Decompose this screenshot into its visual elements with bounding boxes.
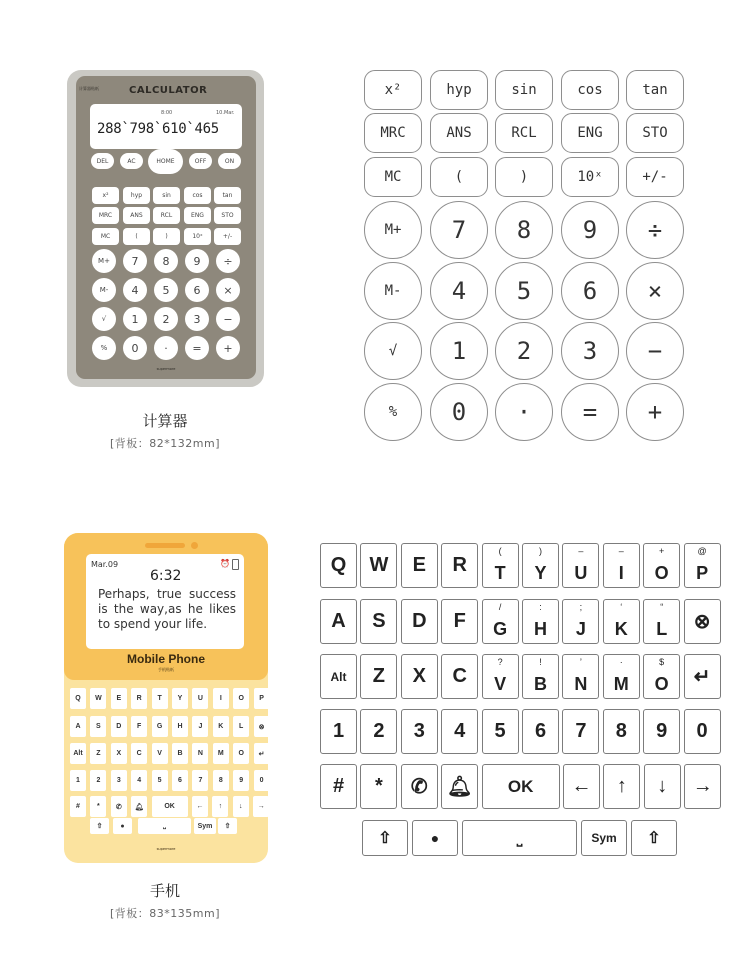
phone-key-5-0[interactable] bbox=[362, 820, 408, 856]
calc-key-2-1[interactable]: ( bbox=[430, 157, 488, 197]
phone-key-4-6[interactable] bbox=[603, 764, 640, 809]
phone-key-label: OK bbox=[507, 776, 534, 796]
calc-round-key-2-2[interactable]: 2 bbox=[495, 322, 553, 380]
phone-mini-key-0-9[interactable]: P bbox=[254, 688, 270, 709]
phone-key-label: ⊗ bbox=[693, 611, 711, 633]
phone-key-label: ← bbox=[571, 775, 592, 797]
phone-mini-key-2-1[interactable]: Z bbox=[90, 743, 106, 764]
phone-key-2-6[interactable] bbox=[562, 654, 599, 699]
calc-mini-key-2-1[interactable]: 1 bbox=[123, 307, 147, 331]
calc-round-key-3-1[interactable]: 0 bbox=[430, 383, 488, 441]
phone-key-0-6[interactable] bbox=[562, 543, 599, 588]
bell-icon: 🔔︎ bbox=[446, 776, 473, 798]
calc-mini-key-3-4[interactable]: + bbox=[216, 336, 240, 360]
phone-mini-key-3-0[interactable]: 1 bbox=[70, 770, 86, 791]
phone-key-0-8[interactable] bbox=[643, 543, 680, 588]
calc-key-1-4[interactable]: STO bbox=[626, 113, 684, 153]
phone-key-secondary: ; bbox=[579, 602, 583, 612]
phone-key-secondary: $ bbox=[659, 657, 665, 667]
phone-key-label: 3 bbox=[413, 720, 425, 742]
phone-key-4-0[interactable] bbox=[320, 764, 357, 809]
mic-icon: ● bbox=[430, 830, 440, 846]
phone-mini-key-1-8[interactable]: L bbox=[233, 716, 249, 737]
phone-mini-key-5-4[interactable]: ⇧ bbox=[218, 818, 237, 834]
phone-key-label: O bbox=[654, 563, 669, 583]
calc-mini-key-1-4[interactable]: × bbox=[216, 278, 240, 302]
phone-key-label: F bbox=[453, 610, 466, 632]
phone-key-1-6[interactable] bbox=[562, 599, 599, 644]
phone-key-4-1[interactable] bbox=[360, 764, 397, 809]
calc-round-key-1-2[interactable]: 5 bbox=[495, 262, 553, 320]
calculator-brand-small: 计算器贴纸 bbox=[79, 86, 99, 91]
phone-key-1-0[interactable] bbox=[320, 599, 357, 644]
phone-mini-key-4-8[interactable]: → bbox=[253, 796, 269, 817]
calc-mini-key-pow10[interactable]: 10ˣ bbox=[184, 228, 211, 245]
phone-mini-key-2-5[interactable]: B bbox=[172, 743, 188, 764]
off-key[interactable]: OFF bbox=[189, 153, 212, 169]
phone-key-label: V bbox=[494, 674, 507, 694]
calc-key-0-0[interactable]: x² bbox=[364, 70, 422, 110]
phone-mini-key-1-6[interactable]: J bbox=[192, 716, 208, 737]
ac-key[interactable]: AC bbox=[120, 153, 143, 169]
phone-key-1-9[interactable] bbox=[684, 599, 721, 644]
phone-key-3-7[interactable] bbox=[603, 709, 640, 754]
calc-round-key-1-3[interactable]: 6 bbox=[561, 262, 619, 320]
battery-icon bbox=[232, 559, 239, 570]
phone-key-4-5[interactable] bbox=[563, 764, 600, 809]
calc-mini-key-sto[interactable]: STO bbox=[214, 207, 241, 224]
phone-mini-key-1-2[interactable]: D bbox=[111, 716, 127, 737]
phone-mini-key-3-5[interactable]: 6 bbox=[172, 770, 188, 791]
calc-round-key-2-0[interactable]: √ bbox=[364, 322, 422, 380]
phone-key-3-9[interactable] bbox=[684, 709, 721, 754]
phone-mini-key-0-3[interactable]: R bbox=[131, 688, 147, 709]
phone-mini-key-3-6[interactable]: 7 bbox=[192, 770, 208, 791]
calc-round-key-0-4[interactable]: ÷ bbox=[626, 201, 684, 259]
phone-key-3-4[interactable] bbox=[482, 709, 519, 754]
phone-mini-key-3-9[interactable]: 0 bbox=[254, 770, 270, 791]
phone-key-label: L bbox=[656, 619, 668, 639]
calc-mini-key-3-3[interactable]: = bbox=[185, 336, 209, 360]
calc-key-0-4[interactable]: tan bbox=[626, 70, 684, 110]
phone-icon[interactable]: ✆ bbox=[111, 796, 127, 817]
calc-round-key-1-4[interactable]: × bbox=[626, 262, 684, 320]
phone-key-4-8[interactable] bbox=[684, 764, 721, 809]
phone-mini-key-4-6[interactable]: ↑ bbox=[212, 796, 228, 817]
phone-key-label: ↓ bbox=[657, 775, 668, 797]
on-key[interactable]: ON bbox=[218, 153, 241, 169]
calc-key-2-4[interactable]: +/- bbox=[626, 157, 684, 197]
calc-round-key-3-3[interactable]: = bbox=[561, 383, 619, 441]
calc-round-key-2-1[interactable]: 1 bbox=[430, 322, 488, 380]
phone-mini-key-2-7[interactable]: M bbox=[213, 743, 229, 764]
phone-mini-key-2-9[interactable]: ↵ bbox=[254, 743, 270, 764]
calc-mini-key-3-0[interactable]: % bbox=[92, 336, 116, 360]
phone-mini-key-3-4[interactable]: 5 bbox=[152, 770, 168, 791]
calc-key-1-1[interactable]: ANS bbox=[430, 113, 488, 153]
phone-key-3-5[interactable] bbox=[522, 709, 559, 754]
phone-logo: supermore bbox=[156, 847, 176, 851]
phone-key-label: U bbox=[574, 563, 588, 583]
phone-mini-key-1-7[interactable]: K bbox=[213, 716, 229, 737]
calc-mini-key-hyp[interactable]: hyp bbox=[123, 187, 150, 204]
phone-key-2-9[interactable] bbox=[684, 654, 721, 699]
phone-mini-key-2-0[interactable]: Alt bbox=[70, 743, 86, 764]
phone-mini-key-1-9[interactable]: ⊗ bbox=[254, 716, 270, 737]
calc-mini-key-rcl[interactable]: RCL bbox=[153, 207, 180, 224]
phone-key-label: # bbox=[332, 775, 345, 797]
calc-mini-key-0-3[interactable]: 9 bbox=[185, 249, 209, 273]
calculator-brand: CALCULATOR bbox=[129, 85, 208, 96]
phone-key-label: 5 bbox=[494, 720, 506, 742]
phone-key-secondary: ’ bbox=[579, 657, 582, 667]
calc-mini-key-2-3[interactable]: 3 bbox=[185, 307, 209, 331]
mic-icon[interactable]: ● bbox=[113, 818, 132, 834]
phone-key-1-3[interactable] bbox=[441, 599, 478, 644]
phone-key-label: T bbox=[494, 563, 506, 583]
phone-key-label: C bbox=[452, 665, 467, 687]
phone-mini-key-4-0[interactable]: # bbox=[70, 796, 86, 817]
phone-key-secondary: – bbox=[578, 546, 584, 556]
phone-key-label: S bbox=[372, 610, 386, 632]
phone-key-3-3[interactable] bbox=[441, 709, 478, 754]
calc-mini-key-sign[interactable]: +/- bbox=[214, 228, 241, 245]
phone-key-5-1[interactable] bbox=[412, 820, 458, 856]
phone-key-label: D bbox=[412, 610, 427, 632]
phone-key-1-7[interactable] bbox=[603, 599, 640, 644]
calc-mini-key-mc[interactable]: MC bbox=[92, 228, 119, 245]
phone-key-4-2[interactable] bbox=[401, 764, 438, 809]
phone-key-label: K bbox=[614, 619, 628, 639]
phone-key-label: J bbox=[575, 619, 586, 639]
calc-mini-key-x2[interactable]: x² bbox=[92, 187, 119, 204]
phone-key-4-4[interactable] bbox=[482, 764, 560, 809]
phone-key-1-4[interactable] bbox=[482, 599, 519, 644]
phone-mini-key-0-8[interactable]: O bbox=[233, 688, 249, 709]
calc-round-key-1-0[interactable]: M- bbox=[364, 262, 422, 320]
phone-key-label: B bbox=[534, 674, 547, 694]
phone-key-label: E bbox=[412, 554, 426, 576]
calc-round-key-0-2[interactable]: 8 bbox=[495, 201, 553, 259]
calc-mini-key-eng[interactable]: ENG bbox=[184, 207, 211, 224]
phone-key-label: A bbox=[331, 610, 346, 632]
phone-key-2-8[interactable] bbox=[643, 654, 680, 699]
phone-mini-key-5-0[interactable]: ⇧ bbox=[90, 818, 109, 834]
phone-mini-key-3-7[interactable]: 8 bbox=[213, 770, 229, 791]
calc-round-key-3-4[interactable]: + bbox=[626, 383, 684, 441]
phone-key-label: ↵ bbox=[693, 666, 711, 688]
calculator-label: 计算器 bbox=[142, 412, 188, 430]
phone-key-5-2[interactable] bbox=[462, 820, 577, 856]
phone-key-0-0[interactable] bbox=[320, 543, 357, 588]
bell-icon[interactable]: 🔔︎ bbox=[131, 796, 147, 817]
calculator-dimension: [背板：82*132mm] bbox=[109, 437, 220, 450]
phone-key-2-3[interactable] bbox=[441, 654, 478, 699]
phone-mini-key-0-6[interactable]: U bbox=[192, 688, 208, 709]
phone-message: Perhaps, true success is the way,as he likes to spend your life. bbox=[98, 587, 236, 631]
phone-key-0-2[interactable] bbox=[401, 543, 438, 588]
phone-key-2-1[interactable] bbox=[360, 654, 397, 699]
phone-mini-key-4-5[interactable]: ← bbox=[192, 796, 208, 817]
phone-key-3-1[interactable] bbox=[360, 709, 397, 754]
phone-key-label: → bbox=[692, 775, 713, 797]
calculator-time: 8:00 bbox=[161, 110, 173, 116]
calc-mini-key-tan[interactable]: tan bbox=[214, 187, 241, 204]
space-icon: ⎵ bbox=[516, 829, 523, 846]
calc-mini-key-2-0[interactable]: √ bbox=[92, 307, 116, 331]
calc-round-key-0-1[interactable]: 7 bbox=[430, 201, 488, 259]
alarm-icon: ⏰ bbox=[220, 559, 230, 568]
home-key[interactable]: HOME bbox=[148, 149, 183, 174]
phone-key-label: G bbox=[493, 619, 508, 639]
phone-key-label: ⇧ bbox=[378, 830, 392, 847]
phone-key-label: H bbox=[534, 619, 547, 639]
phone-mini-key-1-0[interactable]: A bbox=[70, 716, 86, 737]
phone-mini-key-2-8[interactable]: O bbox=[233, 743, 249, 764]
phone-key-3-6[interactable] bbox=[562, 709, 599, 754]
phone-key-secondary: ( bbox=[498, 546, 502, 556]
phone-key-secondary: / bbox=[498, 602, 502, 612]
phone-key-secondary: : bbox=[539, 602, 542, 612]
calculator-display: 288`798`610`465 bbox=[97, 121, 219, 137]
calc-mini-key-ans[interactable]: ANS bbox=[123, 207, 150, 224]
phone-key-label: 1 bbox=[332, 720, 345, 742]
phone-label: 手机 bbox=[149, 882, 180, 900]
phone-key-secondary: ? bbox=[497, 657, 503, 667]
phone-mini-key-0-7[interactable]: I bbox=[213, 688, 229, 709]
phone-key-5-4[interactable] bbox=[631, 820, 677, 856]
phone-key-label: Sym bbox=[591, 831, 617, 845]
calc-round-key-2-4[interactable]: − bbox=[626, 322, 684, 380]
calc-mini-key-lparen[interactable]: ( bbox=[123, 228, 150, 245]
calculator-logo: supermore bbox=[156, 367, 176, 371]
calc-mini-key-0-0[interactable]: M+ bbox=[92, 249, 116, 273]
phone-key-label: R bbox=[452, 554, 467, 576]
phone-key-1-5[interactable] bbox=[522, 599, 559, 644]
phone-key-label: 8 bbox=[615, 720, 627, 742]
calc-round-key-1-1[interactable]: 4 bbox=[430, 262, 488, 320]
calc-mini-key-2-4[interactable]: − bbox=[216, 307, 240, 331]
phone-key-0-4[interactable] bbox=[482, 543, 519, 588]
phone-key-4-3[interactable] bbox=[441, 764, 478, 809]
calc-round-key-3-0[interactable]: % bbox=[364, 383, 422, 441]
phone-mini-key-1-5[interactable]: H bbox=[172, 716, 188, 737]
calc-mini-key-3-1[interactable]: 0 bbox=[123, 336, 147, 360]
phone-key-label: Alt bbox=[330, 669, 347, 684]
phone-time: 6:32 bbox=[150, 568, 182, 584]
phone-key-label: 6 bbox=[534, 720, 547, 742]
calc-key-0-3[interactable]: cos bbox=[561, 70, 619, 110]
phone-camera bbox=[191, 542, 198, 549]
phone-key-0-9[interactable] bbox=[684, 543, 721, 588]
calc-mini-key-0-2[interactable]: 8 bbox=[154, 249, 178, 273]
phone-mini-key-5-3[interactable]: Sym bbox=[194, 818, 216, 834]
phone-key-5-3[interactable] bbox=[581, 820, 627, 856]
phone-key-label: ⇧ bbox=[647, 830, 661, 847]
phone-key-secondary: – bbox=[618, 546, 624, 556]
phone-key-label: * bbox=[374, 775, 383, 797]
phone-mini-key-4-7[interactable]: ↓ bbox=[233, 796, 249, 817]
phone-key-label: ↑ bbox=[616, 775, 627, 797]
phone-key-2-0[interactable] bbox=[320, 654, 357, 699]
phone-mini-key-2-2[interactable]: X bbox=[111, 743, 127, 764]
phone-key-label: 2 bbox=[373, 720, 385, 742]
calc-round-key-3-2[interactable]: · bbox=[495, 383, 553, 441]
phone-mini-key-1-4[interactable]: G bbox=[152, 716, 168, 737]
phone-key-secondary: ) bbox=[539, 546, 542, 556]
calc-mini-key-2-2[interactable]: 2 bbox=[154, 307, 178, 331]
phone-key-secondary: ! bbox=[539, 657, 542, 667]
calc-mini-key-1-3[interactable]: 6 bbox=[185, 278, 209, 302]
phone-mini-key-1-1[interactable]: S bbox=[90, 716, 106, 737]
calc-round-key-0-3[interactable]: 9 bbox=[561, 201, 619, 259]
phone-key-label: 7 bbox=[575, 720, 587, 742]
phone-icon: ✆ bbox=[410, 776, 428, 798]
phone-mini-key-0-4[interactable]: T bbox=[152, 688, 168, 709]
phone-key-2-2[interactable] bbox=[401, 654, 438, 699]
del-key[interactable]: DEL bbox=[91, 153, 114, 169]
phone-mini-key-1-3[interactable]: F bbox=[131, 716, 147, 737]
phone-key-0-3[interactable] bbox=[441, 543, 478, 588]
phone-key-label: M bbox=[613, 674, 629, 694]
calc-mini-key-mrc[interactable]: MRC bbox=[92, 207, 119, 224]
phone-dimension: [背板：83*135mm] bbox=[109, 907, 220, 920]
phone-key-label: N bbox=[574, 674, 588, 694]
phone-key-2-7[interactable] bbox=[603, 654, 640, 699]
phone-key-label: P bbox=[696, 563, 709, 583]
phone-mini-key-0-0[interactable]: Q bbox=[70, 688, 86, 709]
calc-key-1-3[interactable]: ENG bbox=[561, 113, 619, 153]
calc-key-1-2[interactable]: RCL bbox=[495, 113, 553, 153]
phone-key-label: Y bbox=[534, 563, 547, 583]
phone-key-label: 0 bbox=[696, 720, 708, 742]
calc-mini-key-0-1[interactable]: 7 bbox=[123, 249, 147, 273]
calc-key-0-2[interactable]: sin bbox=[495, 70, 553, 110]
phone-key-3-0[interactable] bbox=[320, 709, 357, 754]
calc-mini-key-1-0[interactable]: M- bbox=[92, 278, 116, 302]
space-icon[interactable]: ⎵ bbox=[138, 818, 191, 834]
phone-key-secondary: · bbox=[619, 657, 623, 667]
calc-mini-key-rparen[interactable]: ) bbox=[153, 228, 180, 245]
calc-mini-key-1-1[interactable]: 4 bbox=[123, 278, 147, 302]
phone-key-2-5[interactable] bbox=[522, 654, 559, 699]
phone-mini-key-2-4[interactable]: V bbox=[152, 743, 168, 764]
phone-mini-key-0-2[interactable]: E bbox=[111, 688, 127, 709]
calc-mini-key-0-4[interactable]: ÷ bbox=[216, 249, 240, 273]
calc-key-0-1[interactable]: hyp bbox=[430, 70, 488, 110]
phone-key-3-8[interactable] bbox=[643, 709, 680, 754]
calc-round-key-2-3[interactable]: 3 bbox=[561, 322, 619, 380]
phone-mini-key-3-8[interactable]: 9 bbox=[233, 770, 249, 791]
calculator-date: 10.Mar. bbox=[216, 110, 235, 116]
phone-brand-small: 手机贴纸 bbox=[158, 667, 174, 672]
phone-mini-key-3-3[interactable]: 4 bbox=[131, 770, 147, 791]
phone-key-4-7[interactable] bbox=[644, 764, 681, 809]
phone-mini-key-4-1[interactable]: * bbox=[90, 796, 106, 817]
calc-key-2-2[interactable]: ) bbox=[495, 157, 553, 197]
phone-key-secondary: @ bbox=[697, 546, 707, 556]
phone-brand: Mobile Phone bbox=[127, 652, 205, 666]
calc-round-key-0-0[interactable]: M+ bbox=[364, 201, 422, 259]
phone-key-2-4[interactable] bbox=[482, 654, 519, 699]
phone-mini-key-2-3[interactable]: C bbox=[131, 743, 147, 764]
phone-mini-key-2-6[interactable]: N bbox=[192, 743, 208, 764]
phone-key-label: O bbox=[654, 674, 669, 694]
calc-mini-key-3-2[interactable]: · bbox=[154, 336, 178, 360]
calc-key-2-3[interactable]: 10ˣ bbox=[561, 157, 619, 197]
calc-mini-key-1-2[interactable]: 5 bbox=[154, 278, 178, 302]
phone-key-1-2[interactable] bbox=[401, 599, 438, 644]
phone-key-1-8[interactable] bbox=[643, 599, 680, 644]
phone-date: Mar.09 bbox=[91, 560, 119, 569]
phone-mini-key-3-2[interactable]: 3 bbox=[111, 770, 127, 791]
phone-speaker bbox=[145, 543, 185, 548]
phone-key-label: I bbox=[618, 563, 624, 583]
phone-key-0-5[interactable] bbox=[522, 543, 559, 588]
phone-key-secondary: “ bbox=[660, 602, 664, 612]
phone-mini-key-4-4[interactable]: OK bbox=[152, 796, 188, 817]
phone-key-secondary: + bbox=[659, 546, 665, 556]
phone-key-label: W bbox=[369, 554, 389, 576]
phone-mini-key-0-1[interactable]: W bbox=[90, 688, 106, 709]
phone-key-label: Z bbox=[372, 665, 385, 687]
calc-mini-key-sin[interactable]: sin bbox=[153, 187, 180, 204]
calc-key-1-0[interactable]: MRC bbox=[364, 113, 422, 153]
phone-key-3-2[interactable] bbox=[401, 709, 438, 754]
phone-key-label: Q bbox=[330, 554, 347, 576]
calc-key-2-0[interactable]: MC bbox=[364, 157, 422, 197]
phone-key-label: X bbox=[412, 665, 426, 687]
phone-mini-key-0-5[interactable]: Y bbox=[172, 688, 188, 709]
phone-key-1-1[interactable] bbox=[360, 599, 397, 644]
phone-key-secondary: ‘ bbox=[620, 602, 623, 612]
phone-key-label: 9 bbox=[656, 720, 668, 742]
phone-key-label: 4 bbox=[454, 720, 466, 742]
phone-key-0-1[interactable] bbox=[360, 543, 397, 588]
calc-mini-key-cos[interactable]: cos bbox=[184, 187, 211, 204]
phone-mini-key-3-1[interactable]: 2 bbox=[90, 770, 106, 791]
phone-key-0-7[interactable] bbox=[603, 543, 640, 588]
